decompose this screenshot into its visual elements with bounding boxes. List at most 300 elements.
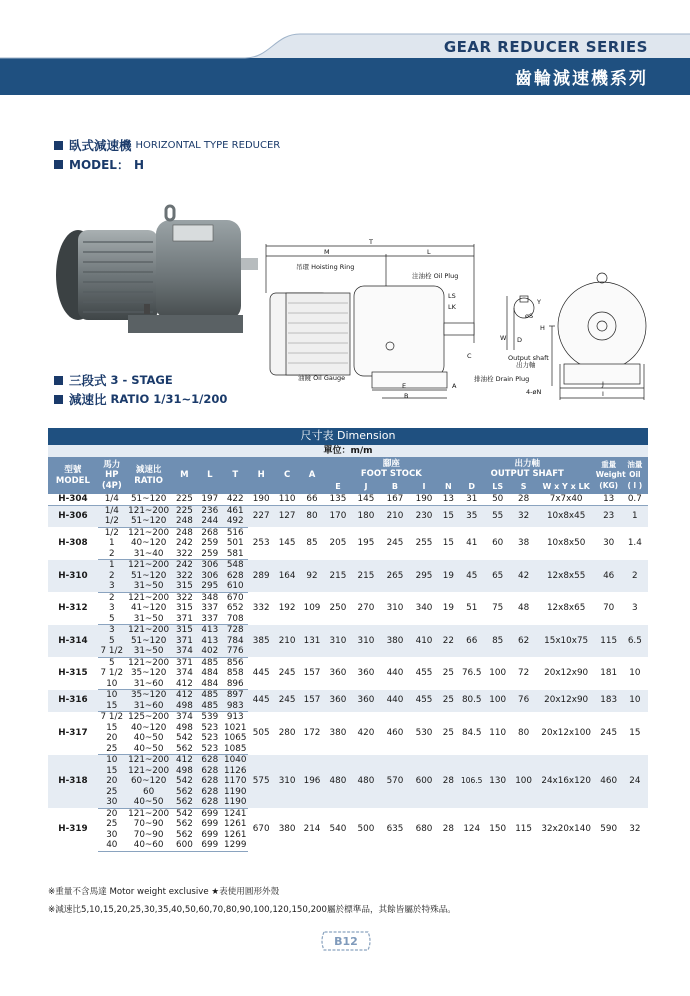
cell-oil: 1 [622,505,648,527]
cell-I: 340 [410,592,438,625]
cell-M: 322 [171,592,197,603]
cell-T: 897 [222,690,248,701]
cell-M: 225 [171,505,197,516]
cell-T: 1299 [224,840,247,850]
cell-LS: 75 [485,592,511,625]
cell-ratio: 121~200 [126,560,172,571]
cell-A: 157 [300,657,324,690]
cell-hp: 1/4 [98,505,126,516]
cell-hp: 30 [98,797,126,808]
cell-M: 248 [171,527,197,538]
cell-H: 190 [248,494,274,505]
col-T: T [222,457,248,494]
cell-L: 539 [197,712,222,723]
cell-hp: 1 [98,560,126,571]
cell-E: 310 [324,625,352,658]
cell-M: 498 [171,766,197,777]
cell-hp: 10 [98,679,126,690]
label-B: B [404,392,409,400]
bullet-square-icon [54,141,63,150]
cell-WYLK: 12x8x55 [537,560,596,593]
cell-ratio: 31~50 [126,581,172,592]
cell-T: 1126 [224,765,247,776]
label-C: C [467,352,472,360]
cell-ratio: 31~40 [126,549,172,560]
cell-weight: 23 [596,505,622,527]
label-M: M [324,248,330,256]
cell-D: 45 [459,560,485,593]
cell-M: 562 [171,830,197,841]
cell-weight: 46 [596,560,622,593]
cell-hp: 7 1/2 [98,646,126,657]
cell-E: 205 [324,527,352,560]
cell-hp: 15 [98,723,126,734]
cell-M: 562 [171,744,197,755]
cell-T: 581 [222,549,248,560]
cell-C: 245 [274,657,300,690]
cell-model: H-310 [48,560,98,593]
model-value: H [133,157,144,172]
cell-S: 48 [511,592,537,625]
cell-D: 66 [459,625,485,658]
cell-L: 699 [197,830,222,841]
cell-M: 542 [171,776,197,787]
cell-hp: 25 [98,819,126,830]
col-J: J [352,481,380,494]
label-outputshaft: Output shaft [508,354,549,362]
cell-N: 25 [438,712,459,755]
cell-H: 253 [248,527,274,560]
cell-M: 412 [171,690,197,701]
cell-C: 164 [274,560,300,593]
model-line [54,156,144,173]
cell-D: 31 [459,494,485,505]
col-hp: 馬力 HP (4P) [98,457,126,494]
cell-L: 485 [197,690,222,701]
cell-T: 501 [222,538,248,549]
cell-model: H-308 [48,527,98,560]
cell-ratio: 121~200 [126,527,172,538]
cell-C: 110 [274,494,300,505]
cell-L: 699 [197,840,222,851]
cell-L: 628 [197,766,222,777]
cell-T: 610 [222,581,248,592]
cell-ratio: 31~50 [126,646,172,657]
cell-T: 913 [222,712,248,723]
label-foot: 4-øN [526,388,542,396]
cell-A: 172 [300,712,324,755]
cell-I: 530 [410,712,438,755]
cell-H: 505 [248,712,274,755]
cell-B: 167 [380,494,410,505]
cell-ratio: 70~90 [126,819,172,830]
cell-ratio: 35~120 [126,690,172,701]
table-row [48,527,648,538]
cell-M: 371 [171,614,197,625]
table-row [48,505,648,516]
col-C: C [274,457,300,494]
cell-E: 170 [324,505,352,527]
cell-S: 28 [511,494,537,505]
cell-L: 259 [197,549,222,560]
col-weight: 重量 Weight (KG) [596,457,622,494]
cell-oil: 10 [622,690,648,712]
col-E: E [324,481,352,494]
cell-S: 42 [511,560,537,593]
cell-LS: 60 [485,527,511,560]
table-row [48,690,648,701]
cell-L: 484 [197,668,222,679]
label-outputshaft-zh: 出力軸 [516,361,536,369]
cell-L: 523 [197,733,222,744]
cell-T: 1190 [224,797,247,807]
type-zh: 臥式減速機 [69,138,132,153]
cell-T: 1170 [224,776,247,786]
cell-I: 455 [410,690,438,712]
cell-S: 72 [511,657,537,690]
cell-model: H-306 [48,505,98,527]
ratio-en: RATIO 1/31~1/200 [110,392,228,406]
cell-weight: 460 [596,755,622,809]
cell-M: 322 [171,571,197,582]
cell-A: 92 [300,560,324,593]
cell-M: 242 [171,560,197,571]
table-row [48,494,648,505]
cell-L: 306 [197,571,222,582]
label-A: A [452,382,457,390]
cell-ratio: 51~120 [126,571,172,582]
cell-T: 652 [222,603,248,614]
cell-S: 115 [511,808,537,851]
table-row [48,657,648,668]
cell-WYLK: 12x8x65 [537,592,596,625]
cell-M: 374 [171,668,197,679]
col-wylk: W x Y x LK [537,481,596,494]
stage-line [54,371,173,389]
cell-I: 600 [410,755,438,809]
cell-T: 1241 [224,808,247,819]
col-S: S [511,481,537,494]
col-L: L [197,457,222,494]
cell-weight: 181 [596,657,622,690]
bullet-square-icon [54,160,63,169]
cell-N: 15 [438,505,459,527]
cell-hp: 1/4 [98,494,126,505]
cell-M: 374 [171,646,197,657]
cell-L: 699 [197,819,222,830]
cell-WYLK: 7x7x40 [537,494,596,505]
cell-hp: 30 [98,830,126,841]
cell-hp: 15 [98,701,126,712]
cell-E: 215 [324,560,352,593]
cell-D: 80.5 [459,690,485,712]
cell-oil: 0.7 [622,494,648,505]
cell-hp: 20 [98,776,126,787]
cell-L: 628 [197,755,222,766]
cell-N: 19 [438,592,459,625]
cell-T: 422 [222,494,248,505]
cell-ratio: 35~120 [126,668,172,679]
cell-hp: 2 [98,571,126,582]
col-ratio: 減速比 RATIO [126,457,172,494]
cell-LS: 100 [485,690,511,712]
cell-C: 192 [274,592,300,625]
note-line-2: ※減速比5,10,15,20,25,30,35,40,50,60,70,80,90,100,120,150,200屬於標準品，其餘皆屬於特殊品。 [48,905,456,915]
cell-M: 242 [171,538,197,549]
cell-ratio: 40~120 [126,538,172,549]
cell-model: H-319 [48,808,98,851]
cell-S: 100 [511,755,537,809]
cell-J: 195 [352,527,380,560]
cell-M: 315 [171,603,197,614]
label-LS: LS [448,292,456,300]
cell-hp: 3 [98,625,126,636]
cell-H: 670 [248,808,274,851]
cell-S: 62 [511,625,537,658]
cell-ratio: 60~120 [126,776,172,787]
cell-M: 374 [171,712,197,723]
cell-T: 628 [222,571,248,582]
cell-S: 32 [511,505,537,527]
cell-WYLK: 20x12x100 [537,712,596,755]
cell-B: 460 [380,712,410,755]
cell-H: 445 [248,657,274,690]
cell-ratio: 125~200 [126,712,172,723]
cell-L: 402 [197,646,222,657]
table-row [48,625,648,636]
cell-ratio: 40~50 [126,744,172,755]
cell-hp: 3 [98,581,126,592]
cell-J: 215 [352,560,380,593]
cell-M: 248 [171,516,197,527]
label-H: H [540,324,545,332]
cell-hp: 3 [98,603,126,614]
cell-oil: 3 [622,592,648,625]
cell-T: 670 [222,592,248,603]
cell-C: 145 [274,527,300,560]
cell-T: 856 [222,657,248,668]
cell-L: 628 [197,787,222,798]
cell-hp: 7 1/2 [98,668,126,679]
cell-A: 80 [300,505,324,527]
cell-WYLK: 10x8x50 [537,527,596,560]
cell-LS: 110 [485,712,511,755]
cell-WYLK: 15x10x75 [537,625,596,658]
cell-oil: 2 [622,560,648,593]
cell-E: 540 [324,808,352,851]
cell-hp: 10 [98,755,126,766]
cell-D: 41 [459,527,485,560]
cell-M: 600 [171,840,197,851]
cell-weight: 245 [596,712,622,755]
cell-WYLK: 10x8x45 [537,505,596,527]
cell-M: 412 [171,755,197,766]
cell-L: 337 [197,614,222,625]
cell-B: 210 [380,505,410,527]
cell-oil: 32 [622,808,648,851]
cell-H: 445 [248,690,274,712]
col-foot: 腳座 FOOT STOCK [324,457,459,481]
cell-hp: 25 [98,787,126,798]
cell-D: 124 [459,808,485,851]
cell-model: H-316 [48,690,98,712]
col-I: I [410,481,438,494]
cell-model: H-317 [48,712,98,755]
cell-L: 628 [197,797,222,808]
cell-J: 360 [352,690,380,712]
cell-hp: 1/2 [98,516,126,527]
cell-oil: 24 [622,755,648,809]
table-unit: 單位：m/m [48,445,648,457]
cell-C: 310 [274,755,300,809]
cell-J: 180 [352,505,380,527]
cell-L: 348 [197,592,222,603]
cell-B: 310 [380,592,410,625]
cell-model: H-312 [48,592,98,625]
cell-L: 413 [197,636,222,647]
cell-M: 498 [171,701,197,712]
cell-M: 322 [171,549,197,560]
stage-zh: 三段式 [69,373,107,388]
page-number-badge [318,930,374,952]
cell-J: 420 [352,712,380,755]
cell-J: 310 [352,625,380,658]
cell-B: 245 [380,527,410,560]
col-D: D [459,481,485,494]
cell-A: 85 [300,527,324,560]
table-body [48,494,648,851]
stage-en: 3 - STAGE [110,373,173,387]
cell-T: 1261 [224,819,247,829]
cell-L: 523 [197,744,222,755]
cell-E: 380 [324,712,352,755]
cell-L: 413 [197,625,222,636]
cell-ratio: 70~90 [126,830,172,841]
cell-ratio: 121~200 [126,505,172,516]
header-title-zh: 齒輪減速機系列 [515,69,648,89]
cell-hp: 15 [98,766,126,777]
cell-B: 265 [380,560,410,593]
cell-C: 210 [274,625,300,658]
cell-ratio: 60 [126,787,172,798]
cell-hp: 1/2 [98,527,126,538]
cell-oil: 10 [622,657,648,690]
cell-hp: 7 1/2 [98,712,126,723]
cell-J: 270 [352,592,380,625]
cell-B: 440 [380,657,410,690]
cell-L: 244 [197,516,222,527]
cell-ratio: 41~120 [126,603,172,614]
cell-E: 250 [324,592,352,625]
cell-hp: 5 [98,614,126,625]
cell-T: 776 [222,646,248,657]
cell-hp: 5 [98,657,126,668]
cell-L: 484 [197,679,222,690]
cell-M: 371 [171,636,197,647]
cell-T: 983 [222,701,248,712]
cell-WYLK: 20x12x90 [537,657,596,690]
cell-N: 15 [438,527,459,560]
cell-J: 360 [352,657,380,690]
cell-T: 708 [222,614,248,625]
cell-B: 570 [380,755,410,809]
col-A: A [300,457,324,494]
label-oilgauge: 油鏡 Oil Gauge [298,374,346,382]
label-I: I [602,390,604,398]
cell-L: 628 [197,776,222,787]
cell-ratio: 121~200 [126,657,172,668]
cell-ratio: 121~200 [126,625,172,636]
cell-B: 440 [380,690,410,712]
cell-D: 84.5 [459,712,485,755]
table-row [48,755,648,766]
page-number: B12 [334,935,358,948]
cell-M: 498 [171,723,197,734]
cell-H: 575 [248,755,274,809]
cell-M: 562 [171,787,197,798]
cell-L: 236 [197,505,222,516]
cell-I: 455 [410,657,438,690]
cell-hp: 1 [98,538,126,549]
cell-ratio: 121~200 [126,592,172,603]
cell-ratio: 51~120 [126,516,172,527]
note-line-1: ※重量不含馬達 Motor weight exclusive ★表使用圓形外殼 [48,887,280,897]
cell-L: 337 [197,603,222,614]
cell-LS: 65 [485,560,511,593]
cell-T: 461 [222,505,248,516]
bullet-square-icon [54,376,63,385]
ratio-zh: 減速比 [69,392,107,407]
cell-N: 22 [438,625,459,658]
cell-T: 1021 [224,722,247,733]
cell-B: 635 [380,808,410,851]
cell-T: 1085 [224,743,247,754]
cell-E: 480 [324,755,352,809]
cell-N: 25 [438,690,459,712]
dimension-table [48,428,648,852]
cell-I: 190 [410,494,438,505]
cell-J: 480 [352,755,380,809]
cell-T: 784 [222,636,248,647]
cell-N: 25 [438,657,459,690]
col-oil: 油量 Oil ( l ) [622,457,648,494]
cell-S: 38 [511,527,537,560]
cell-LS: 100 [485,657,511,690]
bullet-square-icon [54,395,63,404]
cell-C: 245 [274,690,300,712]
cell-model: H-304 [48,494,98,505]
cell-hp: 2 [98,549,126,560]
cell-C: 280 [274,712,300,755]
label-oilplug: 注油栓 Oil Plug [412,272,459,280]
cell-D: 76.5 [459,657,485,690]
cell-weight: 590 [596,808,622,851]
cell-N: 13 [438,494,459,505]
label-oS: øS [525,312,534,320]
label-T: T [369,238,373,246]
cell-LS: 50 [485,494,511,505]
cell-A: 196 [300,755,324,809]
cell-H: 289 [248,560,274,593]
header-title-en: GEAR REDUCER SERIES [443,38,648,56]
label-hoisting: 吊環 Hoisting Ring [296,263,355,271]
cell-L: 295 [197,581,222,592]
cell-hp: 10 [98,690,126,701]
cell-I: 410 [410,625,438,658]
label-D: D [517,336,523,344]
cell-model: H-315 [48,657,98,690]
cell-N: 28 [438,755,459,809]
